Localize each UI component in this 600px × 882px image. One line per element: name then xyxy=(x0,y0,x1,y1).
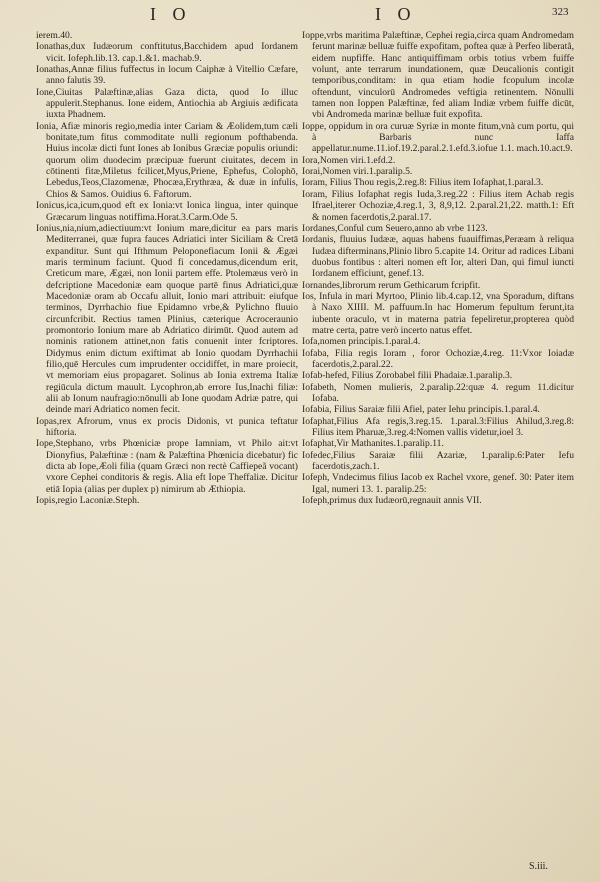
dictionary-entry: Iopas,rex Afrorum, vnus ex procis Didonis, vt punica teftatur hiftoria. xyxy=(36,415,298,439)
dictionary-entry: Ionia, Afiæ minoris regio,media inter Cariam & Æolidem,tum cæli bonitate,tum fitus commoditate nulli regionum pofthabenda. Huius incolæ dicti funt Iones ab Ionibus Græciæ populis oriundi: quorum olim duodecim præcipuæ fuerunt ciuitates, decem in cōtinenti fitæ,Miletus fcilicet,Myus,Priene, Ephefus, Colophō, Lebedus,Teos,Clazomenæ, Phocæa,Erythræa, & duæ in infulis, Chios & Samos. Ouidius 6. Faftorum. xyxy=(36,120,298,200)
dictionary-entry: Ioram, Filius Thou regis,2.reg.8: Filius item Iofaphat,1.paral.3. xyxy=(302,177,544,189)
dictionary-entry: Iope,Stephano, vrbs Phœniciæ prope Iamniam, vt Philo ait:vt Dionyfius, Palæftinæ : (nam & Palæftina Phœnicia dicebatur) fic dicta ab Iope,Æoli filia (quam Græci non rectè Caffiepeã vocant) vxore Cephei conditoris & regis. Alia eft Iope Theffaliæ. Dicitur etiā Iopia (alias per duplex p) nimirum ab Æthiopia. xyxy=(36,438,298,495)
header-right: I O xyxy=(375,4,417,24)
running-header xyxy=(0,4,600,30)
dictionary-entry: Iofaphat,Filius Afa regis,3.reg.15. 1.paral.3:Filius Ahilud,3.reg.8: Filius item Pharuæ,3.reg.4:Nomen vallis videtur,ioel 3. xyxy=(302,415,574,439)
left-column xyxy=(36,30,298,506)
dictionary-entry: Ionicus,ica,icum,quod eft ex Ionia:vt Ionica lingua, inter quinque Græcarum linguas notiffima.Horat.3.Carm.Ode 5. xyxy=(36,200,298,223)
dictionary-entry: Iopis,regio Laconiæ.Steph. xyxy=(36,495,140,507)
dictionary-entry: Ione,Ciuitas Palæftinæ,alias Gaza dicta, quod Io illuc appulerit.Stephanus. Ione eidem, Antiochia ab Argiuis ædificata iuxta Phadnem. xyxy=(36,86,298,121)
dictionary-entry: Ioram, Filius Iofaphat regis Iuda,3.reg.22 : Filius item Achab regis Ifrael,iterer Ochoziæ,4.reg.1, 3, 8,9,12. 2.paral.21,22. matth.1: Eft & nomen facerdotis,2.paral.17. xyxy=(302,188,574,223)
dictionary-entry: Ionathas,dux Iudæorum conftitutus,Bacchidem apud Iordanem vicit. Iofeph.lib.13. cap.1.&1. machab.9. xyxy=(36,41,298,64)
dictionary-entry: Iofab-hefed, Filius Zorobabel filii Phadaiæ.1.paralip.3. xyxy=(302,370,513,382)
dictionary-entry: Iofedec,Filius Saraiæ filii Azariæ, 1.paralip.6:Pater Iefu facerdotis,zach.1. xyxy=(302,449,574,473)
dictionary-entry: Ioppe, oppidum in ora curuæ Syriæ in monte fitum,vnà cum portu, qui à Barbaris nunc Iaffa appellatur.nume.11.iof.19.2.paral.2.1.efd.3.iofue 1.1. mach.10.act.9. xyxy=(302,120,574,155)
right-column xyxy=(302,30,574,506)
dictionary-entry: Ios, Infula in mari Myrtoo, Plinio lib.4.cap.12, vna Sporadum, diftans à Naxo XIIII. M. paffuum.In hac Homerum fepultum ferunt,ita iubente oraculo, vt in materna patria fepeliretur,propterea quòd matre certa, patre verò incerto natus effet. xyxy=(302,290,574,336)
dictionary-entry: Iorai,Nomen viri.1.paralip.5. xyxy=(302,166,413,178)
dictionary-entry: Iornandes,librorum rerum Gethicarum fcripfit. xyxy=(302,279,481,291)
dictionary-entry: Iofaba, Filia regis Ioram , foror Ochoziæ,4.reg. 11:Vxor Ioiadæ facerdotis,2.paral.22. xyxy=(302,347,574,370)
dictionary-entry: Iora,Nomen viri.1.efd.2. xyxy=(302,154,396,166)
dictionary-entry: Iofabeth, Nomen mulieris, 2.paralip.22:quæ 4. regum 11.dicitur Iofaba. xyxy=(302,381,574,404)
signature-mark: S.iii. xyxy=(529,861,548,872)
dictionary-entry: Iofaphat,Vir Mathanites.1.paralip.11. xyxy=(302,438,444,450)
dictionary-entry: Iordanes,Conful cum Seuero,anno ab vrbe 1123. xyxy=(302,222,488,234)
dictionary-entry: Iofeph, Vndecimus filius Iacob ex Rachel vxore, genef. 30: Pater item Igal, numeri 13. 1. paralip.25: xyxy=(302,472,574,495)
dictionary-entry: Iofeph,primus dux Iudæorū,regnauit annis VII. xyxy=(302,495,482,507)
dictionary-entry: Iordanis, fluuius Iudææ, aquas habens fuauiffimas,Peræam à reliqua Iudæa difterminans,Plinio libro 5.capite 14. Oritur ad radices Libani duobus fontibus : alteri nomen eft Ior, alteri Dan, qui fimul iuncti Iordanem efficiunt, genef.13. xyxy=(302,234,574,280)
dictionary-entry: Ionius,nia,nium,adiectiuum:vt Ionium mare,dicitur ea pars maris Mediterranei, quæ fupra fauces Adriatici inter Siciliam & Cretā expanditur. Sunt qui Ifthmum Peloponefiacum Ionii & Ægæi maris terminum faciunt. Quod fi concedamus,dicendum erit, Creticum mare, Ægæi, non Ionii partem effe. Ptolemæus verò in defcriptione Macedoniæ eam quoque partē finus Adriatici,quæ Macedoniæ oram ab Occafu alluit, Ionio mari attribuit: eiufque terminos, Dyrrhachio fiue Epidamno vrbe,& Pylichno fluuio circunfcribit. Rectius tamen Plinius, cæterique Acroceraunio promontorio Ionium mare ab Adriatico dirimūt. Quod autem ad nominis rationem attinet,non fatis conuenit inter fcriptores. Didymus enim dictum exiftimat ab Ionio quodam Dyrrhachii filio,quē Hercules cum imprudenter occidiffet, in mare proiecit, vt memoriam eius propagaret. Solinus ab Ionia extrema Italiæ regiūcula dictum mauult. Lycophron,ab errore Ius,Inachi filiæ: alii ab Ionum naufragio:nōnulli ab Ione quodam Adriæ patre, qui deinde mari Adriatico nomen fecit. xyxy=(36,222,298,416)
page-number: 323 xyxy=(552,6,569,18)
dictionary-entry: Ionathas,Annæ filius fuffectus in locum Caiphæ à Vitellio Cæfare, anno falutis 39. xyxy=(36,64,298,87)
dictionary-entry: ierem.40. xyxy=(36,30,73,41)
dictionary-entry: Ioppe,vrbs maritima Palæftinæ, Cephei regia,circa quam Andromedam ferunt marinæ belluæ fuiffe expofitam, poftea quæ à Perfeo liberatã, eidem nupfiffe. Hanc antiquiffimam orbis totius vrbem fuiffe volunt, ante terrarum inundationem, quæ Deucalionis contigit temporibus,conditam: in qua etiam hodie fcopulum incolæ oftendunt, vinculorū Andromedes veftigia retinentem. Nōnulli tamen non Ioppen Palæftinæ, fed aliam Indiæ vrbem fuiffe dicūt, vbi Andromeda marinæ belluæ fuit expofita. xyxy=(302,30,574,121)
header-left: I O xyxy=(150,4,192,24)
dictionary-entry: Iofabia, Filius Saraiæ filii Afiel, pater Iehu principis.1.paral.4. xyxy=(302,404,540,416)
dictionary-entry: Iofa,nomen principis.1.paral.4. xyxy=(302,336,421,348)
